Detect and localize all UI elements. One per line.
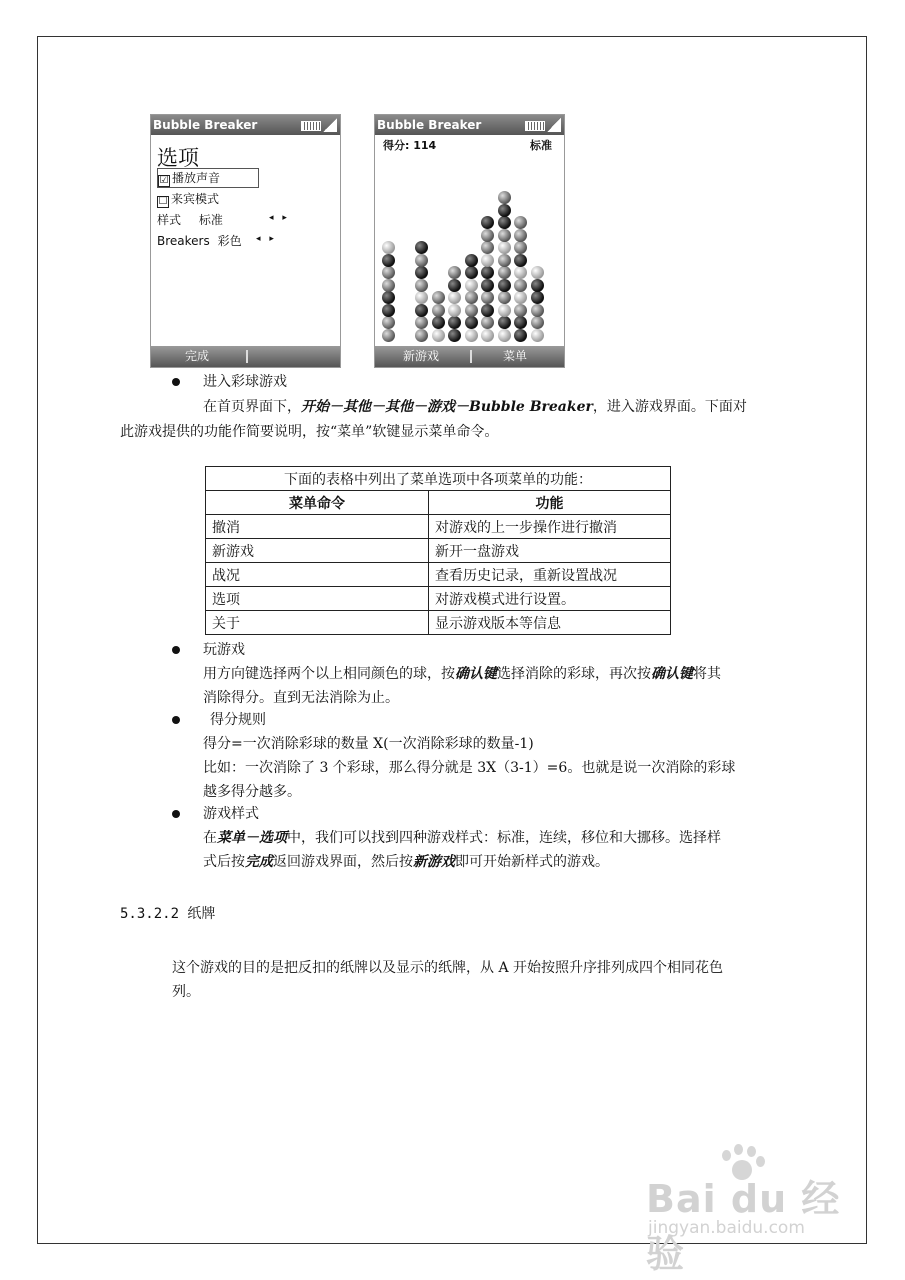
bubble[interactable]	[514, 229, 527, 242]
bubble[interactable]	[382, 291, 395, 304]
bubble[interactable]	[514, 329, 527, 342]
bubble-board[interactable]	[381, 155, 555, 342]
status-icons	[301, 118, 337, 132]
solitaire-para-line2: 列。	[172, 984, 200, 1000]
score-rules-line3: 越多得分越多。	[203, 784, 301, 800]
signal-icon	[547, 118, 561, 132]
bullet-icon	[172, 810, 180, 818]
menu-path: 开始－其他－其他－游戏－Bubble Breaker	[301, 399, 593, 415]
baidu-watermark	[640, 1140, 860, 1276]
battery-icon	[301, 121, 321, 131]
breakers-arrows-icon[interactable]: ◂ ▸	[256, 234, 277, 244]
menu-function-table	[205, 466, 671, 635]
bubble[interactable]	[432, 329, 445, 342]
bubble[interactable]	[498, 266, 511, 279]
bubble[interactable]	[498, 316, 511, 329]
styles-title: 游戏样式	[203, 806, 259, 822]
bubble[interactable]	[481, 266, 494, 279]
bubble[interactable]	[465, 316, 478, 329]
bubble[interactable]	[432, 304, 445, 317]
bubble[interactable]	[448, 291, 461, 304]
bubble[interactable]	[432, 291, 445, 304]
bubble[interactable]	[382, 329, 395, 342]
bubble[interactable]	[465, 291, 478, 304]
bubble[interactable]	[415, 241, 428, 254]
bubble[interactable]	[498, 241, 511, 254]
softkey-divider	[470, 350, 472, 363]
play-title: 玩游戏	[203, 642, 245, 658]
bubble[interactable]	[481, 329, 494, 342]
title-bar	[375, 115, 564, 135]
bubble[interactable]	[382, 279, 395, 292]
bubble[interactable]	[382, 304, 395, 317]
bubble[interactable]	[465, 304, 478, 317]
bubble[interactable]	[432, 316, 445, 329]
battery-icon	[525, 121, 545, 131]
app-title: Bubble Breaker	[377, 118, 482, 132]
bubble[interactable]	[465, 329, 478, 342]
bubble[interactable]	[498, 291, 511, 304]
solitaire-para-line1: 这个游戏的目的是把反扣的纸牌以及显示的纸牌，从 A 开始按照升序排列成四个相同花色	[172, 960, 724, 976]
enter-game-para: 在首页界面下，开始－其他－其他－游戏－Bubble Breaker，进入游戏界面。下面对	[203, 399, 747, 415]
watermark-url: jingyan.baidu.com	[648, 1218, 805, 1238]
bubble[interactable]	[415, 254, 428, 267]
bullet-icon	[172, 646, 180, 654]
bubble[interactable]	[514, 304, 527, 317]
status-icons	[525, 118, 561, 132]
col-header-command: 菜单命令	[206, 491, 429, 515]
bubble[interactable]	[498, 329, 511, 342]
bubble[interactable]	[481, 279, 494, 292]
bubble[interactable]	[481, 304, 494, 317]
bubble[interactable]	[382, 241, 395, 254]
bubble[interactable]	[415, 279, 428, 292]
score-rules-line2: 比如：一次消除了 3 个彩球，那么得分就是 3X（3-1）=6。也就是说一次消除的彩球	[203, 760, 736, 776]
new-game-softkey[interactable]: 新游戏	[403, 349, 440, 363]
bubble[interactable]	[448, 304, 461, 317]
bubble[interactable]	[531, 316, 544, 329]
options-screenshot	[150, 114, 341, 368]
bubble[interactable]	[514, 254, 527, 267]
bubble[interactable]	[448, 329, 461, 342]
bubble[interactable]	[514, 316, 527, 329]
softkey-bar	[375, 346, 564, 367]
play-line2: 消除得分。直到无法消除为止。	[203, 690, 399, 706]
style-setting[interactable]: 样式 标准	[157, 213, 223, 227]
score-rules-title: 得分规则	[210, 712, 266, 728]
styles-line2: 式后按完成返回游戏界面，然后按新游戏即可开始新样式的游戏。	[203, 854, 609, 870]
bubble[interactable]	[531, 329, 544, 342]
table-row: 战况 查看历史记录，重新设置战况	[206, 563, 671, 587]
styles-line1: 在菜单－选项中，我们可以找到四种游戏样式：标准，连续，移位和大挪移。选择样	[203, 830, 721, 846]
play-line1: 用方向键选择两个以上相同颜色的球，按确认键选择消除的彩球，再次按确认键将其	[203, 666, 721, 682]
bubble[interactable]	[415, 316, 428, 329]
bubble[interactable]	[498, 204, 511, 217]
bubble[interactable]	[481, 254, 494, 267]
bubble[interactable]	[481, 316, 494, 329]
checkbox-unchecked-icon: ☐	[158, 196, 168, 207]
bubble[interactable]	[415, 266, 428, 279]
bubble[interactable]	[465, 279, 478, 292]
section-heading: 5.3.2.2 纸牌	[120, 906, 216, 922]
bubble[interactable]	[498, 191, 511, 204]
bubble[interactable]	[498, 279, 511, 292]
bubble[interactable]	[498, 254, 511, 267]
bubble[interactable]	[382, 266, 395, 279]
guest-mode-checkbox[interactable]: ☐ 来宾模式	[158, 192, 220, 207]
bubble[interactable]	[514, 291, 527, 304]
col-header-function: 功能	[429, 491, 671, 515]
sound-checkbox[interactable]: ☑ 播放声音	[157, 168, 259, 188]
table-row: 撤消 对游戏的上一步操作进行撤消	[206, 515, 671, 539]
bubble[interactable]	[382, 316, 395, 329]
bubble[interactable]	[531, 266, 544, 279]
softkey-bar	[151, 346, 340, 367]
watermark-logo: Bai du 经验	[646, 1177, 841, 1276]
bubble[interactable]	[465, 254, 478, 267]
bubble[interactable]	[498, 304, 511, 317]
checkbox-checked-icon: ☑	[159, 175, 169, 186]
bullet-icon	[172, 378, 180, 386]
score-text: 得分: 114	[383, 139, 437, 152]
done-softkey[interactable]: 完成	[185, 349, 210, 363]
title-bar	[151, 115, 340, 135]
table-row: 选项 对游戏模式进行设置。	[206, 587, 671, 611]
bubble[interactable]	[415, 329, 428, 342]
table-row: 关于 显示游戏版本等信息	[206, 611, 671, 635]
score-rules-line1: 得分=一次消除彩球的数量 X(一次消除彩球的数量-1)	[203, 736, 534, 752]
breakers-setting[interactable]: Breakers 彩色	[157, 234, 242, 248]
bubble[interactable]	[481, 216, 494, 229]
bubble[interactable]	[498, 216, 511, 229]
bubble[interactable]	[481, 241, 494, 254]
menu-softkey[interactable]: 菜单	[503, 349, 528, 363]
options-heading: 选项	[157, 146, 199, 170]
bubble[interactable]	[498, 229, 511, 242]
mode-text: 标准	[530, 139, 552, 152]
bubble[interactable]	[514, 279, 527, 292]
table-caption: 下面的表格中列出了菜单选项中各项菜单的功能：	[206, 467, 671, 491]
signal-icon	[323, 118, 337, 132]
bubble[interactable]	[481, 291, 494, 304]
bubble[interactable]	[514, 216, 527, 229]
bubble[interactable]	[448, 279, 461, 292]
bubble[interactable]	[481, 229, 494, 242]
bubble[interactable]	[448, 316, 461, 329]
app-title: Bubble Breaker	[153, 118, 258, 132]
bubble[interactable]	[531, 304, 544, 317]
score-bar	[383, 137, 556, 153]
bubble[interactable]	[531, 279, 544, 292]
softkey-divider	[246, 350, 248, 363]
enter-game-para-line2: 此游戏提供的功能作简要说明，按“菜单”软键显示菜单命令。	[120, 424, 499, 440]
bubble[interactable]	[514, 266, 527, 279]
game-screenshot	[374, 114, 565, 368]
table-row: 新游戏 新开一盘游戏	[206, 539, 671, 563]
bullet-icon	[172, 716, 180, 724]
bubble[interactable]	[415, 304, 428, 317]
bubble[interactable]	[448, 266, 461, 279]
bubble[interactable]	[531, 291, 544, 304]
enter-game-title: 进入彩球游戏	[203, 374, 287, 390]
bubble[interactable]	[465, 266, 478, 279]
style-arrows-icon[interactable]: ◂ ▸	[269, 213, 290, 223]
bubble[interactable]	[415, 291, 428, 304]
bubble[interactable]	[382, 254, 395, 267]
bubble[interactable]	[514, 241, 527, 254]
